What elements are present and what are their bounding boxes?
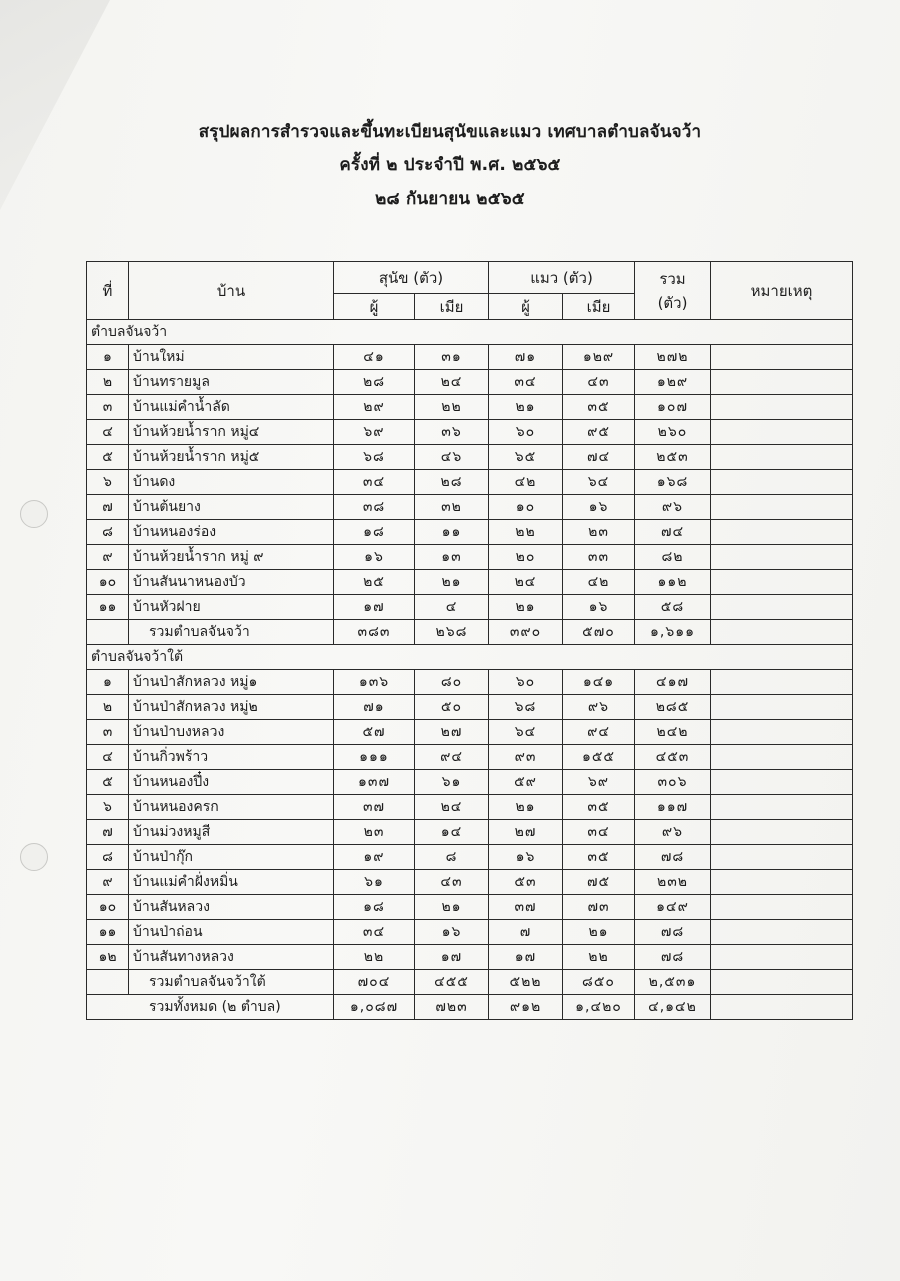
subtotal-dog-female: ๔๕๕ [415,970,489,995]
cell-cat-female: ๓๓ [563,545,635,570]
village-name: บ้านสันหลวง [129,895,334,920]
col-header-dog-male: ผู้ [334,294,415,320]
row-number: ๑๑ [87,595,129,620]
village-name: บ้านดง [129,470,334,495]
cell-dog-female: ๒๘ [415,470,489,495]
village-name: บ้านหนองครก [129,795,334,820]
cell-total: ๗๘ [635,945,711,970]
cell-total: ๙๖ [635,820,711,845]
cell-dog-male: ๑๗ [334,595,415,620]
cell-note [711,470,853,495]
cell-total: ๒๔๒ [635,720,711,745]
cell-cat-female: ๙๖ [563,695,635,720]
cell-note [711,895,853,920]
cell-cat-female: ๙๔ [563,720,635,745]
cell-note [711,570,853,595]
cell-note [711,770,853,795]
cell-dog-male: ๒๒ [334,945,415,970]
table-row [87,345,853,370]
cell-dog-female: ๔๓ [415,870,489,895]
cell-note [711,395,853,420]
row-number: ๓ [87,720,129,745]
table-row [87,720,853,745]
table-row [87,845,853,870]
grand-total-row [87,995,853,1020]
village-name: บ้านแม่คำฝั่งหมิ่น [129,870,334,895]
cell-dog-male: ๔๑ [334,345,415,370]
row-number: ๑๐ [87,570,129,595]
cell-note [711,695,853,720]
table-body [87,320,853,1020]
row-number: ๗ [87,820,129,845]
cell-dog-male: ๒๓ [334,820,415,845]
cell-cat-male: ๑๗ [489,945,563,970]
row-number: ๒ [87,695,129,720]
cell-cat-female: ๑๖ [563,595,635,620]
row-number: ๕ [87,770,129,795]
table-row [87,545,853,570]
cell-note [711,995,853,1020]
section-header-row [87,320,853,345]
cell-dog-male: ๓๔ [334,470,415,495]
subtotal-total: ๒,๕๓๑ [635,970,711,995]
table-row [87,945,853,970]
cell-cat-female: ๗๔ [563,445,635,470]
table-row [87,520,853,545]
row-number: ๔ [87,745,129,770]
subtotal-cat-female: ๕๗๐ [563,620,635,645]
document-title: สรุปผลการสำรวจและขึ้นทะเบียนสุนัขและแมว เทศบาลตำบลจันจว้า [198,122,702,142]
village-name: บ้านหนองร่อง [129,520,334,545]
grand-total-cat-female: ๑,๔๒๐ [563,995,635,1020]
cell-dog-female: ๒๗ [415,720,489,745]
cell-cat-female: ๑๒๙ [563,345,635,370]
cell-dog-male: ๑๓๖ [334,670,415,695]
cell-dog-female: ๒๑ [415,895,489,920]
cell-note [711,620,853,645]
cell-dog-male: ๑๓๗ [334,770,415,795]
cell-cat-female: ๔๓ [563,370,635,395]
col-header-dog-female: เมีย [415,294,489,320]
village-name: บ้านห้วยน้ำราก หมู่ ๙ [129,545,334,570]
table-row [87,870,853,895]
cell-cat-male: ๒๑ [489,795,563,820]
subtotal-dog-male: ๗๐๔ [334,970,415,995]
cell-total: ๒๗๒ [635,345,711,370]
cell-note [711,545,853,570]
cell-note [711,370,853,395]
village-name: บ้านต้นยาง [129,495,334,520]
cell-dog-male: ๖๑ [334,870,415,895]
cell-dog-female: ๑๔ [415,820,489,845]
cell-total: ๓๐๖ [635,770,711,795]
village-name: บ้านแม่คำน้ำลัด [129,395,334,420]
cell-cat-male: ๔๒ [489,470,563,495]
subtotal-cat-female: ๘๕๐ [563,970,635,995]
cell-note [711,945,853,970]
cell-cat-male: ๑๖ [489,845,563,870]
cell-note [711,845,853,870]
table-row [87,795,853,820]
subtotal-cat-male: ๓๙๐ [489,620,563,645]
cell-dog-female: ๒๔ [415,795,489,820]
village-name: บ้านทรายมูล [129,370,334,395]
table-row [87,595,853,620]
registration-table [86,261,853,1020]
cell-note [711,670,853,695]
cell-note [711,795,853,820]
cell-note [711,420,853,445]
cell-dog-male: ๑๙ [334,845,415,870]
cell-cat-male: ๓๔ [489,370,563,395]
grand-total-dog-male: ๑,๐๘๗ [334,995,415,1020]
cell-total: ๒๕๓ [635,445,711,470]
cell-cat-female: ๖๙ [563,770,635,795]
subtotal-total: ๑,๖๑๑ [635,620,711,645]
cell-total: ๔๑๗ [635,670,711,695]
cell-cat-male: ๗๑ [489,345,563,370]
cell-total: ๗๘ [635,845,711,870]
village-name: บ้านสันทางหลวง [129,945,334,970]
table-row [87,570,853,595]
cell-cat-female: ๒๓ [563,520,635,545]
table-row [87,395,853,420]
cell-total: ๒๘๕ [635,695,711,720]
row-number: ๖ [87,795,129,820]
section-name: ตำบลจันจว้า [87,320,853,345]
subtotal-dog-female: ๒๖๘ [415,620,489,645]
row-number: ๒ [87,370,129,395]
cell-dog-male: ๕๗ [334,720,415,745]
cell-cat-female: ๓๕ [563,795,635,820]
cell-cat-male: ๒๑ [489,395,563,420]
punch-hole [20,843,48,871]
row-number: ๑ [87,345,129,370]
table-row [87,370,853,395]
cell-dog-male: ๖๙ [334,420,415,445]
cell-total: ๑๒๙ [635,370,711,395]
table-row [87,495,853,520]
cell-cat-male: ๖๕ [489,445,563,470]
row-number: ๘ [87,520,129,545]
col-header-total-unit: (ตัว) [657,293,688,312]
cell-cat-male: ๒๐ [489,545,563,570]
punch-hole [20,500,48,528]
cell-cat-male: ๑๐ [489,495,563,520]
cell-dog-male: ๗๑ [334,695,415,720]
cell-cat-female: ๒๒ [563,945,635,970]
cell-cat-female: ๒๑ [563,920,635,945]
table-row [87,745,853,770]
table-row [87,445,853,470]
cell-total: ๑๐๗ [635,395,711,420]
document-subtitle: ครั้งที่ ๒ ประจำปี พ.ศ. ๒๕๖๕ [339,155,561,175]
row-number: ๔ [87,420,129,445]
section-header-row [87,645,853,670]
cell-dog-male: ๒๙ [334,395,415,420]
cell-dog-male: ๑๘ [334,895,415,920]
cell-total: ๙๖ [635,495,711,520]
cell-cat-female: ๙๕ [563,420,635,445]
table-row [87,920,853,945]
document-date: ๒๘ กันยายน ๒๕๖๕ [375,189,525,209]
cell-cat-female: ๓๕ [563,395,635,420]
table-row [87,670,853,695]
cell-total: ๒๖๐ [635,420,711,445]
col-header-cat-male: ผู้ [489,294,563,320]
village-name: บ้านกิ่วพร้าว [129,745,334,770]
cell-dog-female: ๔ [415,595,489,620]
cell-dog-female: ๑๑ [415,520,489,545]
village-name: บ้านป่ากุ๊ก [129,845,334,870]
cell-cat-male: ๒๑ [489,595,563,620]
village-name: บ้านหัวฝาย [129,595,334,620]
cell-note [711,445,853,470]
col-header-cat-female: เมีย [563,294,635,320]
cell-note [711,920,853,945]
cell-note [711,345,853,370]
cell-dog-female: ๓๑ [415,345,489,370]
cell-cat-male: ๒๗ [489,820,563,845]
village-name: บ้านใหม่ [129,345,334,370]
row-number: ๖ [87,470,129,495]
col-header-dog: สุนัข (ตัว) [334,262,489,294]
village-name: บ้านป่าบงหลวง [129,720,334,745]
cell-note [711,745,853,770]
cell-dog-male: ๒๘ [334,370,415,395]
village-name: บ้านห้วยน้ำราก หมู่๕ [129,445,334,470]
village-name: บ้านหนองปึ๋ง [129,770,334,795]
grand-total-cat-male: ๙๑๒ [489,995,563,1020]
cell-total: ๒๓๒ [635,870,711,895]
cell-cat-male: ๖๐ [489,670,563,695]
grand-total-total: ๔,๑๔๒ [635,995,711,1020]
cell-dog-female: ๑๖ [415,920,489,945]
row-number: ๑๒ [87,945,129,970]
village-name: บ้านป่าสักหลวง หมู่๒ [129,695,334,720]
cell-note [711,870,853,895]
cell-dog-male: ๓๗ [334,795,415,820]
cell-note [711,495,853,520]
village-name: บ้านม่วงหมูสี [129,820,334,845]
cell-dog-female: ๑๓ [415,545,489,570]
cell-cat-female: ๗๕ [563,870,635,895]
cell-dog-male: ๓๔ [334,920,415,945]
cell-note [711,595,853,620]
village-name: บ้านสันนาหนองบัว [129,570,334,595]
subtotal-dog-male: ๓๘๓ [334,620,415,645]
row-number: ๗ [87,495,129,520]
cell-dog-female: ๒๑ [415,570,489,595]
cell-note [711,970,853,995]
subtotal-cat-male: ๕๒๒ [489,970,563,995]
cell-total: ๑๔๙ [635,895,711,920]
subtotal-label: รวมตำบลจันจว้า [129,620,334,645]
row-number: ๙ [87,545,129,570]
subtotal-label: รวมตำบลจันจว้าใต้ [129,970,334,995]
cell-total: ๗๘ [635,920,711,945]
col-header-village: บ้าน [129,262,334,320]
row-number: ๑ [87,670,129,695]
row-number: ๕ [87,445,129,470]
cell-dog-male: ๓๘ [334,495,415,520]
cell-dog-female: ๘๐ [415,670,489,695]
cell-total: ๑๖๘ [635,470,711,495]
cell-total: ๘๒ [635,545,711,570]
col-header-note: หมายเหตุ [711,262,853,320]
cell-total: ๗๔ [635,520,711,545]
col-header-total [635,262,711,320]
cell-cat-female: ๑๖ [563,495,635,520]
row-number [87,620,129,645]
col-header-cat: แมว (ตัว) [489,262,635,294]
cell-cat-male: ๓๗ [489,895,563,920]
cell-dog-female: ๒๒ [415,395,489,420]
table-row [87,820,853,845]
cell-cat-female: ๑๔๑ [563,670,635,695]
cell-dog-female: ๓๒ [415,495,489,520]
subtotal-row [87,620,853,645]
cell-dog-male: ๖๘ [334,445,415,470]
cell-cat-female: ๓๔ [563,820,635,845]
cell-cat-male: ๖๐ [489,420,563,445]
village-name: บ้านห้วยน้ำราก หมู่๔ [129,420,334,445]
cell-dog-female: ๙๔ [415,745,489,770]
village-name: บ้านป่าสักหลวง หมู่๑ [129,670,334,695]
row-number: ๓ [87,395,129,420]
cell-dog-female: ๓๖ [415,420,489,445]
table-row [87,420,853,445]
cell-cat-male: ๕๓ [489,870,563,895]
table-row [87,770,853,795]
cell-cat-male: ๕๙ [489,770,563,795]
cell-total: ๔๕๓ [635,745,711,770]
cell-cat-male: ๙๓ [489,745,563,770]
cell-cat-male: ๒๔ [489,570,563,595]
grand-total-label: รวมทั้งหมด (๒ ตำบล) [87,995,334,1020]
cell-dog-female: ๖๑ [415,770,489,795]
row-number: ๘ [87,845,129,870]
cell-cat-female: ๓๕ [563,845,635,870]
cell-cat-male: ๒๒ [489,520,563,545]
table-row [87,470,853,495]
cell-total: ๑๑๒ [635,570,711,595]
cell-dog-male: ๒๕ [334,570,415,595]
cell-dog-female: ๘ [415,845,489,870]
cell-dog-female: ๕๐ [415,695,489,720]
row-number: ๑๐ [87,895,129,920]
row-number: ๙ [87,870,129,895]
cell-note [711,520,853,545]
subtotal-row [87,970,853,995]
section-name: ตำบลจันจว้าใต้ [87,645,853,670]
cell-total: ๕๘ [635,595,711,620]
cell-cat-female: ๗๓ [563,895,635,920]
cell-cat-male: ๖๔ [489,720,563,745]
cell-note [711,820,853,845]
col-header-no: ที่ [87,262,129,320]
cell-dog-male: ๑๘ [334,520,415,545]
cell-dog-female: ๑๗ [415,945,489,970]
grand-total-dog-female: ๗๒๓ [415,995,489,1020]
row-number: ๑๑ [87,920,129,945]
cell-cat-female: ๔๒ [563,570,635,595]
village-name: บ้านป่าถ่อน [129,920,334,945]
cell-dog-female: ๒๔ [415,370,489,395]
cell-total: ๑๑๗ [635,795,711,820]
table-row [87,895,853,920]
cell-cat-female: ๖๔ [563,470,635,495]
cell-cat-male: ๖๘ [489,695,563,720]
cell-dog-female: ๔๖ [415,445,489,470]
col-header-total-label: รวม [659,269,686,288]
cell-dog-male: ๑๖ [334,545,415,570]
cell-note [711,720,853,745]
cell-cat-male: ๗ [489,920,563,945]
table-row [87,695,853,720]
cell-cat-female: ๑๕๕ [563,745,635,770]
cell-dog-male: ๑๑๑ [334,745,415,770]
row-number [87,970,129,995]
